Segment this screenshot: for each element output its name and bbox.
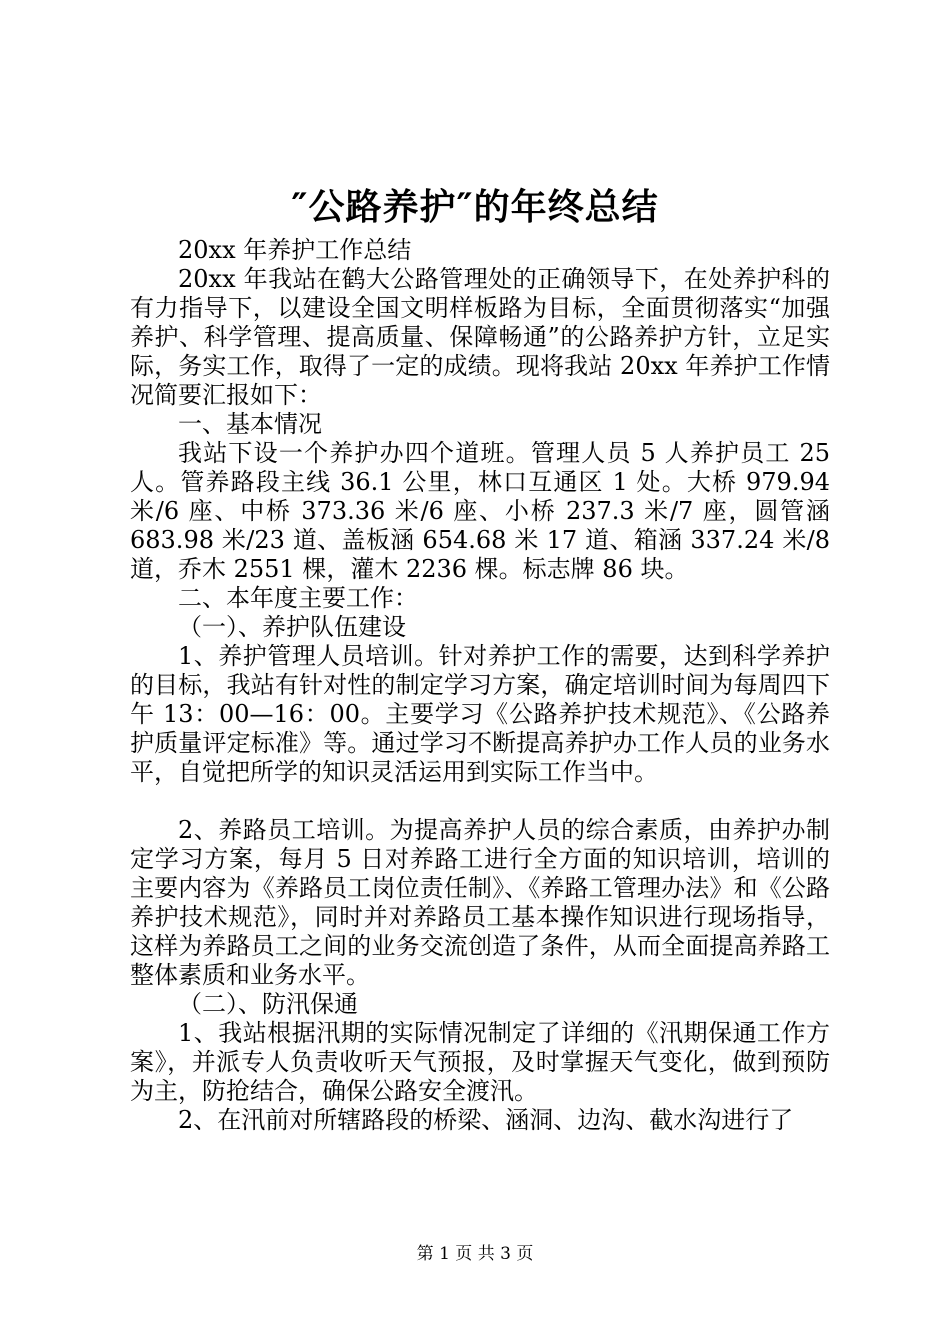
heading-team-building: （一）、养护队伍建设 [178,613,406,641]
heading-main-work: 二、本年度主要工作： [178,584,418,612]
paragraph-manager-training: 1、养护管理人员培训。针对养护工作的需要，达到科学养护的目标，我站有针对性的制定学习方案，确定培训时间为每周四下午 13：00—16：00。主要学习《公路养护技术规范》、《公路养护质量评定标准》等。通过学习不断提高养护办工作人员的业务水平，自觉把所学的知识灵活运用到实际工作当中。 [130,642,830,786]
paragraph-intro: 20xx 年我站在鹤大公路管理处的正确领导下，在处养护科的有力指导下，以建设全国文明样板路为目标，全面贯彻落实“加强养护、科学管理、提高质量、保障畅通”的公路养护方针，立足实际，务实工作，取得了一定的成绩。现将我站 20xx 年养护工作情况简要汇报如下： [130,265,830,409]
paragraph-spacer [130,787,830,816]
document-title: ″公路养护″的年终总结 [291,186,659,228]
page-number-footer: 第 1 页 共 3 页 [416,1244,534,1264]
heading-basic-situation: 一、基本情况 [178,410,322,438]
heading-flood-control: （二）、防汛保通 [178,990,358,1018]
paragraph-flood-plan: 1、我站根据汛期的实际情况制定了详细的《汛期保通工作方案》，并派专人负责收听天气预报，及时掌握天气变化，做到预防为主，防抢结合，确保公路安全渡汛。 [130,1019,830,1105]
paragraph-basic-situation: 我站下设一个养护办四个道班。管理人员 5 人养护员工 25 人。管养路段主线 36.1 公里，林口互通区 1 处。大桥 979.94 米/6 座、中桥 373.36 米/6 座、小桥 237.3 米/7 座，圆管涵 683.98 米/23 道、盖板涵 654.68 米 17 道、箱涵 337.24 米/8 道，乔木 2551 棵，灌木 2236 棵。标志牌 86 块。 [130,439,830,583]
paragraph-worker-training: 2、养路员工培训。为提高养护人员的综合素质，由养护办制定学习方案，每月 5 日对养路工进行全方面的知识培训，培训的主要内容为《养路员工岗位责任制》、《养路工管理办法》和《公路养护技术规范》，同时并对养路员工基本操作知识进行现场指导，这样为养路员工之间的业务交流创造了条件，从而全面提高养路工整体素质和业务水平。 [130,816,830,989]
paragraph-pre-flood-check: 2、在汛前对所辖路段的桥梁、涵洞、边沟、截水沟进行了 [178,1106,794,1134]
document-body [130,236,830,1135]
paragraph-subtitle: 20xx 年养护工作总结 [178,236,412,264]
